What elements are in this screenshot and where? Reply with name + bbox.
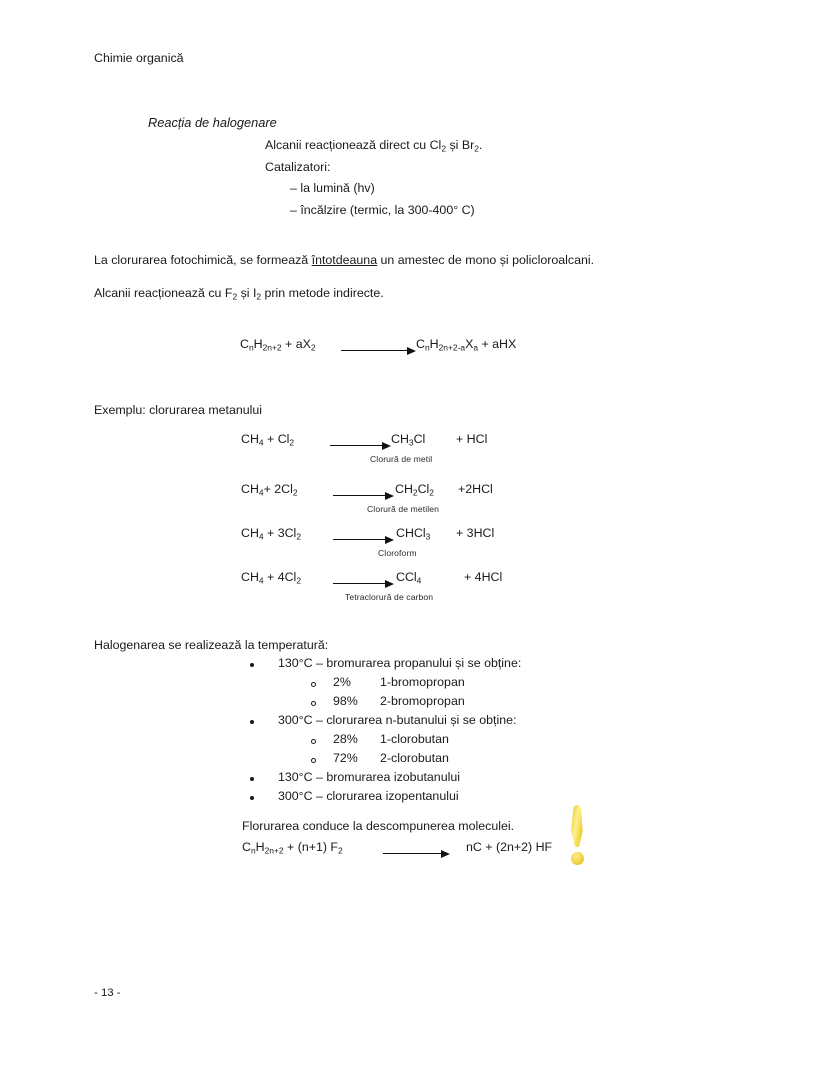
list-item-label: 2-bromopropan (380, 694, 465, 708)
reactants-2 (241, 482, 298, 496)
byproduct-4: + 4HCl (464, 570, 503, 584)
product-2 (395, 482, 434, 496)
exclamation-mark-icon (565, 805, 591, 867)
reaction-row-2 (0, 482, 828, 514)
r4-b: + 4Cl (263, 570, 297, 584)
indirect-sub-i: 2 (256, 291, 262, 302)
bullet-circle-icon (311, 739, 316, 744)
exclamation-dot (571, 852, 584, 865)
r1-a-sub: 4 (258, 437, 264, 448)
line-end: . (478, 138, 483, 152)
ge-rest: + aX (281, 337, 311, 351)
fluorination-equation-row (0, 840, 828, 860)
r1-pb: Cl (413, 432, 426, 446)
fe-f-sub: 2 (337, 845, 343, 856)
fe-h: H (255, 840, 265, 854)
r1-b-sub: 2 (289, 437, 295, 448)
fluorination-note: Florurarea conduce la descompunerea moleculei. (242, 819, 515, 833)
ge-x-sub: 2 (310, 342, 316, 353)
line-pre: Alcanii reacționează direct cu Cl (265, 138, 442, 152)
r1-pa-sub: 3 (408, 437, 414, 448)
r3-pa-sub: 3 (425, 531, 431, 542)
reactants-3 (241, 526, 301, 540)
fluorination-products: nC + (2n+2) HF (466, 840, 553, 854)
product-caption-2: Clorură de metilen (367, 504, 440, 514)
indirect-post: prin metode indirecte. (261, 286, 384, 300)
general-equation-products (416, 337, 516, 351)
r4-b-sub: 2 (296, 575, 301, 586)
indirect-methods-paragraph (94, 285, 384, 302)
r2-pb: Cl (417, 482, 430, 496)
list-item-percent: 28% (333, 732, 358, 746)
product-caption-3: Cloroform (378, 548, 417, 558)
r1-pa: CH (391, 432, 409, 446)
ge-rrest: + aHX (478, 337, 517, 351)
bullet-circle-icon (311, 758, 316, 763)
reaction-arrow-icon (330, 441, 392, 451)
fluorination-reactants (242, 840, 343, 854)
bullet-disc-icon (250, 720, 254, 724)
photochemical-paragraph (94, 252, 594, 269)
catalyst-heat: – încălzire (termic, la 300-400° C) (290, 203, 475, 217)
r4-a: CH (241, 570, 259, 584)
r3-pa: CHCl (396, 526, 426, 540)
r2-a-sub: 4 (258, 487, 264, 498)
list-item-label: 300°C – clorurarea izopentanului (278, 789, 459, 803)
reactants-1 (241, 432, 294, 446)
catalysts-label: Catalizatori: (265, 160, 331, 174)
fe-h-sub: 2n+2 (264, 845, 284, 856)
page-header: Chimie organică (94, 51, 184, 65)
alkanes-react-line (265, 137, 482, 154)
r1-a: CH (241, 432, 259, 446)
general-equation-row (0, 337, 828, 357)
r2-a: CH (241, 482, 259, 496)
byproduct-2: +2HCl (458, 482, 493, 496)
list-item-percent: 98% (333, 694, 358, 708)
product-1 (391, 432, 425, 446)
r3-b-sub: 2 (296, 531, 301, 542)
reaction-arrow-icon (383, 849, 451, 859)
ge-n: n (248, 342, 254, 353)
r4-pa: CCl (396, 570, 417, 584)
bullet-circle-icon (311, 682, 316, 687)
fe-rest: + (n+1) F (283, 840, 338, 854)
byproduct-3: + 3HCl (456, 526, 495, 540)
reaction-row-4 (0, 570, 828, 602)
list-item-label: 300°C – clorurarea n-butanului și se obține: (278, 713, 517, 727)
bullet-circle-icon (311, 701, 316, 706)
product-caption-1: Clorură de metil (370, 454, 433, 464)
list-item-label: 2-clorobutan (380, 751, 449, 765)
photochem-emphasis: întotdeauna (311, 253, 378, 267)
reaction-arrow-icon (333, 579, 395, 589)
section-heading: Reacția de halogenare (148, 115, 277, 130)
page-footer: - 13 - (94, 987, 121, 999)
list-item-label: 1-clorobutan (380, 732, 449, 746)
r2-b-sub: 2 (292, 487, 298, 498)
ge-rn: n (424, 342, 430, 353)
r3-b: + 3Cl (263, 526, 297, 540)
bullet-disc-icon (250, 663, 254, 667)
line-mid: și Br (446, 138, 475, 152)
reaction-row-3 (0, 526, 828, 558)
line-sub-cl: 2 (441, 143, 446, 154)
r4-a-sub: 4 (258, 575, 264, 586)
exclamation-bar (569, 805, 585, 847)
r1-b: + Cl (263, 432, 290, 446)
reactants-4 (241, 570, 301, 584)
photochem-post: un amestec de mono și policloroalcani. (377, 253, 595, 267)
r2-pa: CH (395, 482, 413, 496)
indirect-pre: Alcanii reacționează cu F (94, 286, 233, 300)
list-item-label: 130°C – bromurarea izobutanului (278, 770, 460, 784)
r2-b: + 2Cl (263, 482, 293, 496)
photochem-pre: La clorurarea fotochimică, se formează (94, 253, 312, 267)
list-item-percent: 2% (333, 675, 351, 689)
list-item-label: 130°C – bromurarea propanului și se obține: (278, 656, 522, 670)
byproduct-1: + HCl (456, 432, 488, 446)
r3-a-sub: 4 (258, 531, 264, 542)
indirect-sub-f: 2 (232, 291, 238, 302)
example-label: Exemplu: clorurarea metanului (94, 403, 263, 417)
product-4 (396, 570, 421, 584)
bullet-disc-icon (250, 796, 254, 800)
line-sub-br: 2 (474, 143, 479, 154)
r2-pb-sub: 2 (429, 487, 434, 498)
ge-rh-sub: 2n+2-a (438, 342, 466, 353)
ge-c: C (240, 337, 249, 351)
ge-rc: C (416, 337, 425, 351)
r3-a: CH (241, 526, 259, 540)
list-item-label: 1-bromopropan (380, 675, 465, 689)
fe-c: C (242, 840, 251, 854)
ge-rx: X (465, 337, 474, 351)
ge-rx-sub: a (473, 342, 479, 353)
product-caption-4: Tetraclorură de carbon (345, 592, 434, 602)
reaction-arrow-icon (333, 535, 395, 545)
indirect-mid: și I (237, 286, 257, 300)
ge-h: H (253, 337, 263, 351)
ge-rh: H (429, 337, 439, 351)
reaction-arrow-icon (333, 491, 395, 501)
ge-h-sub: 2n+2 (262, 342, 282, 353)
fe-n: n (250, 845, 256, 856)
temperature-label: Halogenarea se realizează la temperatură: (94, 638, 329, 652)
reaction-row-1 (0, 432, 828, 464)
product-3 (396, 526, 430, 540)
bullet-disc-icon (250, 777, 254, 781)
reaction-arrow-icon (341, 346, 417, 356)
catalyst-light: – la lumină (hv) (290, 181, 375, 195)
general-equation-reactants (240, 337, 316, 351)
r2-pa-sub: 2 (412, 487, 418, 498)
r4-pa-sub: 4 (416, 575, 422, 586)
list-item-percent: 72% (333, 751, 358, 765)
